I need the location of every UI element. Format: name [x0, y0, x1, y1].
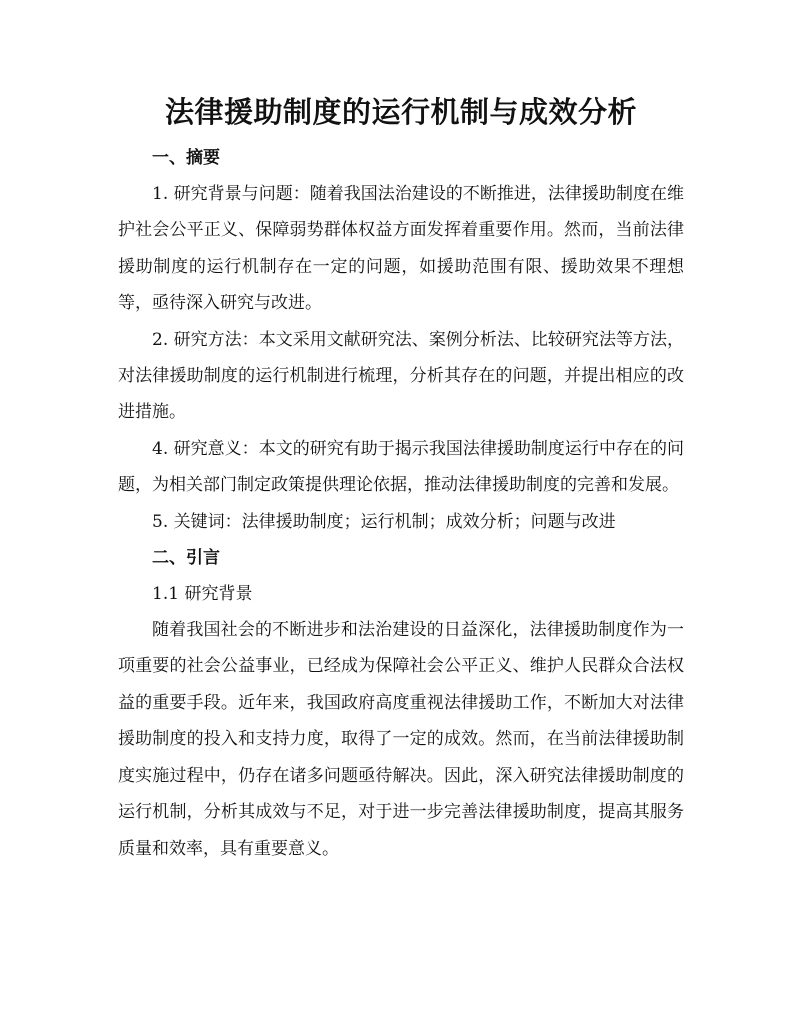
document-title: 法律援助制度的运行机制与成效分析: [164, 95, 637, 129]
abstract-item-background: 1. 研究背景与问题：随着我国法治建设的不断推进，法律援助制度在维护社会公平正义、保障弱势群体权益方面发挥着重要作用。然而，当前法律援助制度的运行机制存在一定的问题，如援助范围有限、援助效果不理想等，亟待深入研究与改进。: [118, 184, 684, 314]
abstract-item-methods: 2. 研究方法：本文采用文献研究法、案例分析法、比较研究法等方法，对法律援助制度的运行机制进行梳理，分析其存在的问题，并提出相应的改进措施。: [118, 329, 684, 423]
section-heading-introduction: 二、引言: [152, 548, 220, 569]
subsection-heading-background: 1.1 研究背景: [152, 584, 253, 605]
abstract-item-significance: 4. 研究意义：本文的研究有助于揭示我国法律援助制度运行中存在的问题，为相关部门制定政策提供理论依据，推动法律援助制度的完善和发展。: [118, 438, 684, 496]
introduction-paragraph: 随着我国社会的不断进步和法治建设的日益深化，法律援助制度作为一项重要的社会公益事业，已经成为保障社会公平正义、维护人民群众合法权益的重要手段。近年来，我国政府高度重视法律援助工作，不断加大对法律援助制度的投入和支持力度，取得了一定的成效。然而，在当前法律援助制度实施过程中，仍存在诸多问题亟待解决。因此，深入研究法律援助制度的运行机制，分析其成效与不足，对于进一步完善法律援助制度，提高其服务质量和效率，具有重要意义。: [118, 620, 684, 859]
section-heading-abstract: 一、摘要: [152, 148, 220, 168]
document-page: [118, 90, 684, 867]
abstract-item-keywords: 5. 关键词：法律援助制度；运行机制；成效分析；问题与改进: [152, 511, 616, 532]
